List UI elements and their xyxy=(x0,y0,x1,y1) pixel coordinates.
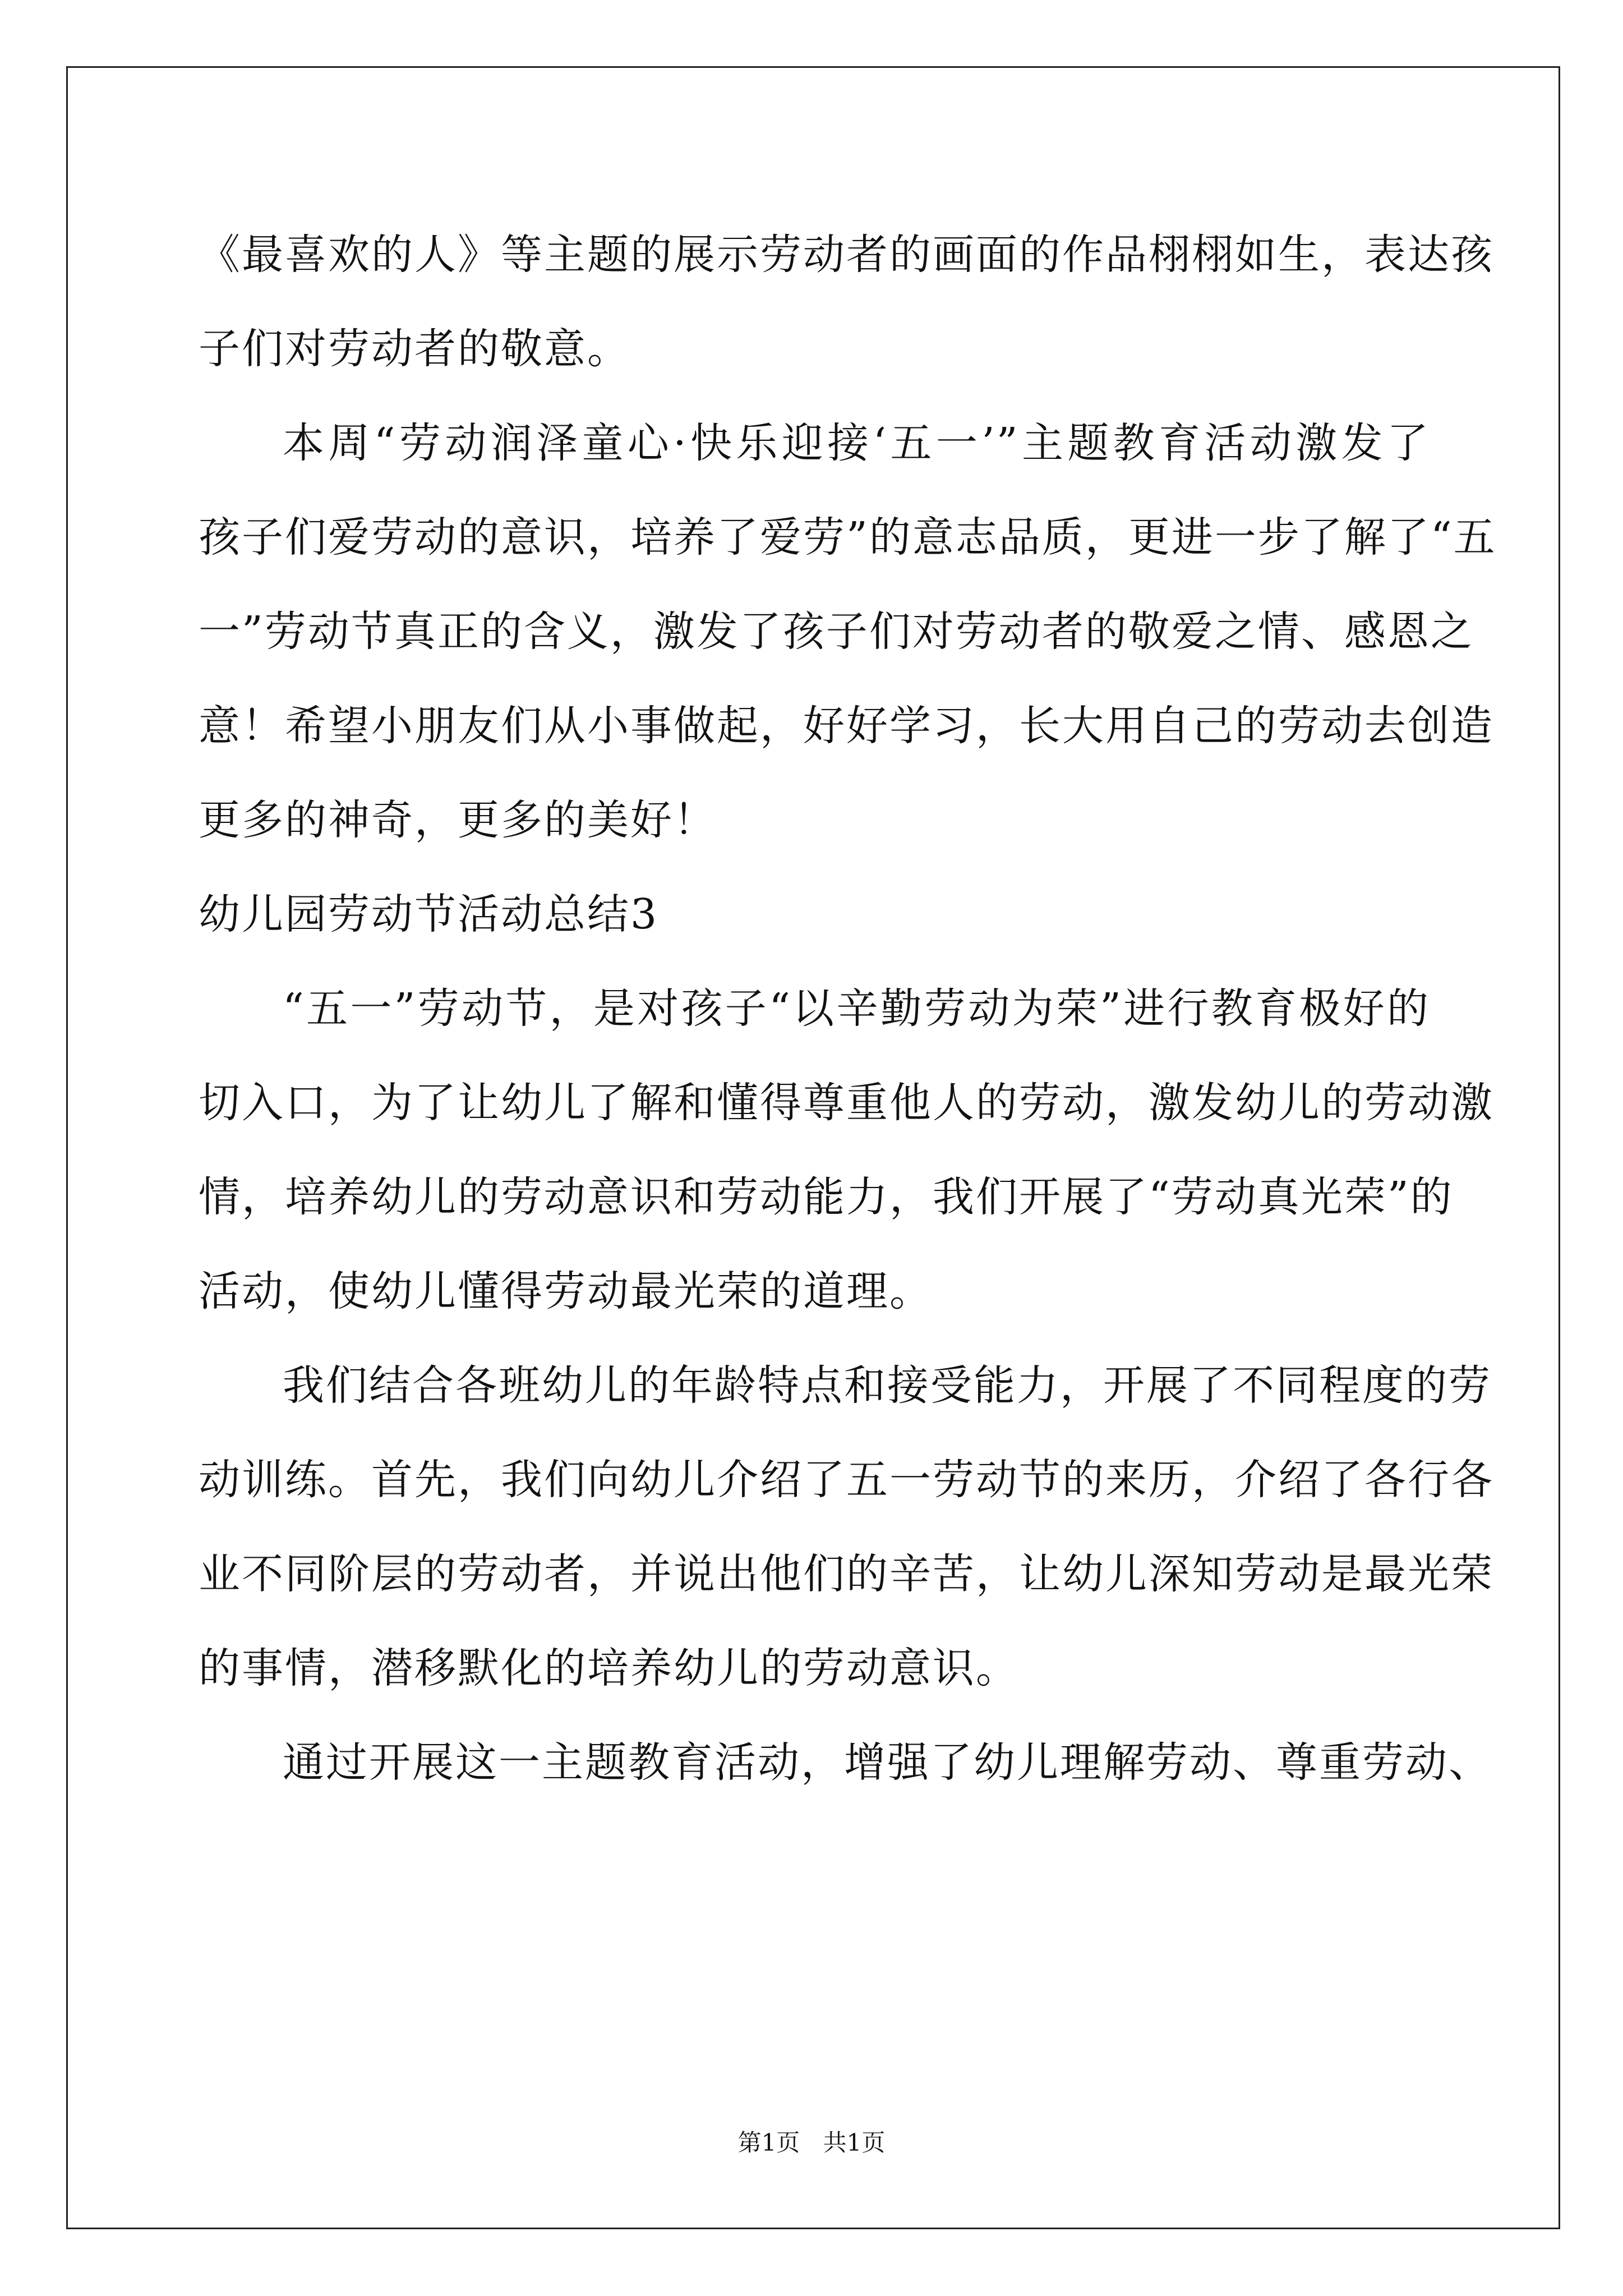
paragraph-line: 《最喜欢的人》等主题的展示劳动者的画面的作品栩栩如生，表达孩 xyxy=(199,231,1494,279)
paragraph-line: 情，培养幼儿的劳动意识和劳动能力，我们开展了“劳动真光荣”的 xyxy=(199,1173,1454,1221)
paragraph-1 xyxy=(199,208,1494,396)
paragraph-line: 切入口，为了让幼儿了解和懂得尊重他人的劳动，激发幼儿的劳动激 xyxy=(199,1079,1494,1127)
paragraph-line: 孩子们爱劳动的意识，培养了爱劳”的意志品质，更进一步了解了“五 xyxy=(199,513,1497,562)
paragraph-3 xyxy=(199,961,1494,1338)
paragraph-line: 子们对劳动者的敬意。 xyxy=(199,325,630,373)
paragraph-line: 我们结合各班幼儿的年龄特点和接受能力，开展了不同程度的劳 xyxy=(283,1361,1492,1410)
paragraph-line: “五一”劳动节，是对孩子“以辛勤劳动为荣”进行教育极好的 xyxy=(283,984,1430,1033)
document-body xyxy=(199,208,1497,1810)
paragraph-line: 的事情，潜移默化的培养幼儿的劳动意识。 xyxy=(199,1644,1019,1692)
paragraph-line: 业不同阶层的劳动者，并说出他们的辛苦，让幼儿深知劳动是最光荣 xyxy=(199,1550,1494,1598)
section-heading: 幼儿园劳动节活动总结3 xyxy=(199,890,659,938)
paragraph-line: 意！希望小朋友们从小事做起，好好学习，长大用自己的劳动去创造 xyxy=(199,702,1494,750)
paragraph-line: 一”劳动节真正的含义，激发了孩子们对劳动者的敬爱之情、感恩之 xyxy=(199,608,1474,656)
paragraph-line: 活动，使幼儿懂得劳动最光荣的道理。 xyxy=(199,1267,933,1315)
page-total: 共1页 xyxy=(823,2129,886,2156)
paragraph-line: 动训练。首先，我们向幼儿介绍了五一劳动节的来历，介绍了各行各 xyxy=(199,1456,1494,1504)
paragraph-4 xyxy=(199,1338,1494,1715)
paragraph-line: 本周“劳动润泽童心·快乐迎接‘五一’”主题教育活动激发了 xyxy=(283,419,1430,467)
paragraph-line: 通过开展这一主题教育活动，增强了幼儿理解劳动、尊重劳动、 xyxy=(283,1738,1492,1787)
paragraph-5 xyxy=(199,1715,1492,1810)
page-footer xyxy=(0,2126,1623,2160)
paragraph-2 xyxy=(199,396,1497,867)
page-number: 第1页 xyxy=(737,2129,800,2156)
paragraph-line: 更多的神奇，更多的美好！ xyxy=(199,796,717,844)
